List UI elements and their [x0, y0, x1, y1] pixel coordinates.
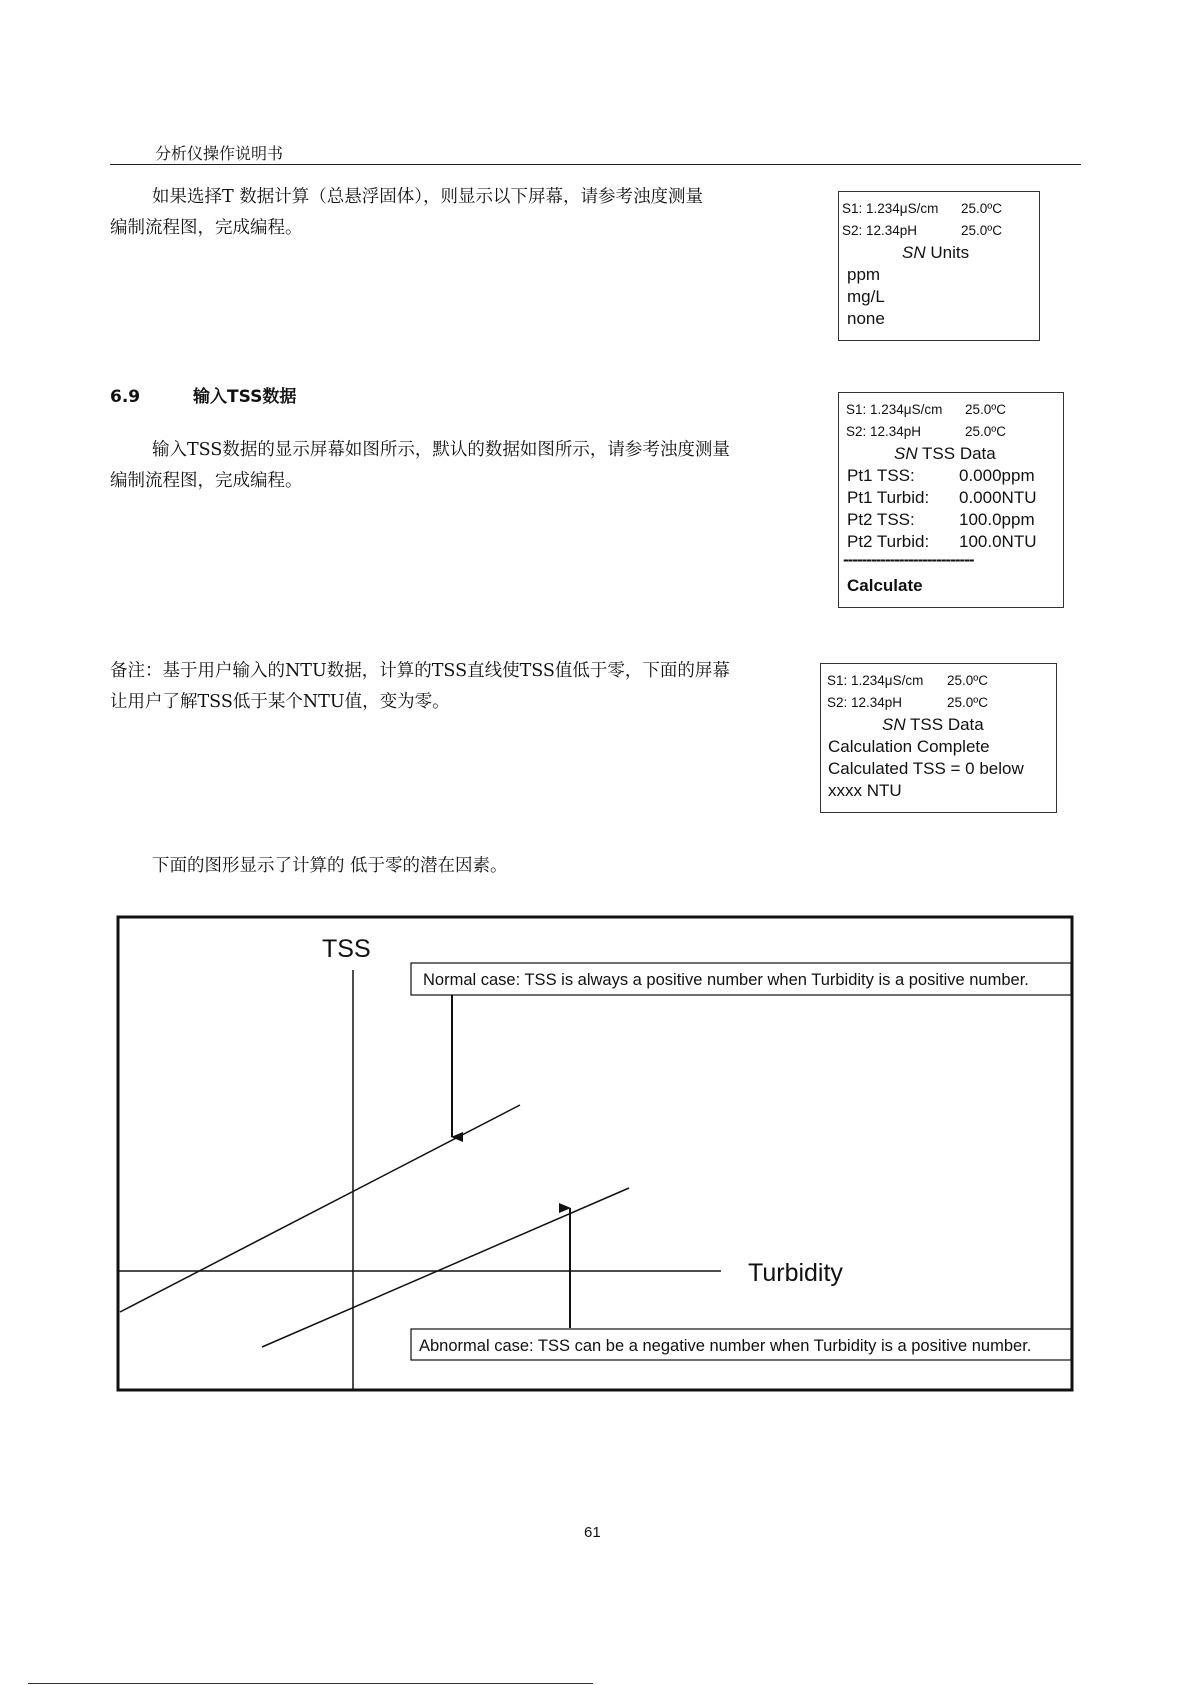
section-number: 6.9: [110, 387, 141, 407]
screen-title: [882, 715, 984, 735]
figure-intro-text: 下面的图形显示了计算的 低于零的潜在因素。: [152, 856, 508, 876]
s1-temperature: 25.0ºC: [961, 201, 1002, 216]
section-title: 输入TSS数据: [193, 387, 297, 407]
section-paragraph: [110, 435, 810, 497]
lcd-screen-units: [838, 191, 1040, 341]
pt2-turbid-value: 100.0NTU: [959, 532, 1037, 551]
s2-reading: S2: 12.34pH: [846, 424, 922, 439]
pt1-tss-label: Pt1 TSS:: [847, 466, 915, 485]
s1-reading: S1: 1.234μS/cm: [846, 402, 943, 417]
pt1-turbid-label: Pt1 Turbid:: [847, 488, 930, 507]
unit-option-none: none: [847, 309, 885, 328]
intro-line-1: 如果选择T 数据计算（总悬浮固体），则显示以下屏幕，请参考浊度测量: [152, 187, 703, 207]
normal-case-text: Normal case: TSS is always a positive number when Turbidity is a positive number.: [423, 971, 1029, 989]
screen-title: [894, 444, 996, 464]
note-line-2: 让用户了解TSS低于某个NTU值，变为零。: [110, 692, 450, 712]
s2-reading: S2: 12.34pH: [842, 223, 918, 238]
section-para-line-1: 输入TSS数据的显示屏幕如图所示，默认的数据如图所示，请参考浊度测量: [152, 440, 730, 460]
pt2-turbid-label: Pt2 Turbid:: [847, 532, 930, 551]
note-paragraph: [110, 656, 810, 718]
s1-temperature: 25.0ºC: [947, 673, 988, 688]
screen-title-text: TSS Data: [905, 715, 984, 734]
pt1-turbid-value: 0.000NTU: [959, 488, 1037, 507]
abnormal-case-text: Abnormal case: TSS can be a negative number when Turbidity is a positive number.: [419, 1337, 1032, 1355]
calc-complete-line: Calculation Complete: [828, 737, 990, 756]
intro-line-2: 编制流程图，完成编程。: [110, 218, 303, 238]
s1-reading: S1: 1.234μS/cm: [842, 201, 939, 216]
sensor-number: SN: [902, 243, 926, 262]
screen-title: [902, 243, 969, 263]
calc-ntu-line: xxxx NTU: [828, 781, 902, 800]
sensor-number: SN: [894, 444, 918, 463]
sensor-number: SN: [882, 715, 906, 734]
section-heading: [110, 382, 296, 407]
footer-rule: [28, 1683, 593, 1684]
calc-result-line: Calculated TSS = 0 below: [828, 759, 1024, 778]
figure-intro: [110, 851, 810, 882]
s1-temperature: 25.0ºC: [965, 402, 1006, 417]
s1-reading: S1: 1.234μS/cm: [827, 673, 924, 688]
s2-temperature: 25.0ºC: [965, 424, 1006, 439]
unit-option-mgl: mg/L: [847, 287, 885, 306]
tss-turbidity-figure: [116, 915, 1074, 1392]
screen-title-text: Units: [925, 243, 970, 262]
y-axis-label: TSS: [322, 935, 371, 963]
pt2-tss-value: 100.0ppm: [959, 510, 1035, 529]
header-divider: [110, 164, 1081, 165]
unit-option-ppm: ppm: [847, 265, 881, 284]
x-axis-label: Turbidity: [748, 1259, 843, 1287]
lcd-screen-calculation-complete: [820, 663, 1057, 813]
s2-temperature: 25.0ºC: [947, 695, 988, 710]
pt2-tss-label: Pt2 TSS:: [847, 510, 915, 529]
s2-temperature: 25.0ºC: [961, 223, 1002, 238]
pt1-tss-value: 0.000ppm: [959, 466, 1035, 485]
calculate-option: Calculate: [847, 576, 923, 595]
s2-reading: S2: 12.34pH: [827, 695, 903, 710]
screen-title-text: TSS Data: [917, 444, 996, 463]
note-line-1: 备注：基于用户输入的NTU数据，计算的TSS直线使TSS值低于零，下面的屏幕: [110, 661, 730, 681]
document-header-title: 分析仪操作说明书: [155, 144, 284, 163]
intro-paragraph: [110, 182, 810, 244]
separator-line: ----------------------------: [843, 550, 974, 569]
section-para-line-2: 编制流程图，完成编程。: [110, 471, 303, 491]
lcd-screen-tss-data: [838, 392, 1064, 608]
page-number: 61: [584, 1524, 601, 1541]
